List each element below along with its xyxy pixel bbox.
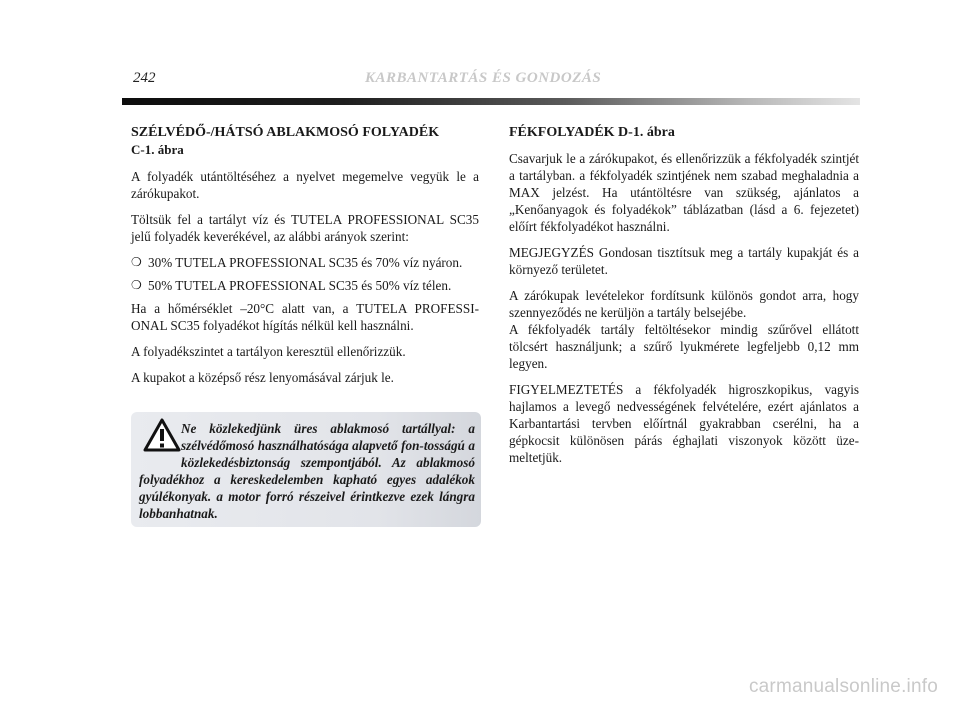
paragraph: MEGJEGYZÉS Gondosan tisztítsuk meg a tartály kupakját és a környező területet. xyxy=(509,245,859,277)
bullet-circle-icon: ❍ xyxy=(131,255,142,269)
running-title: KARBANTARTÁS ÉS GONDOZÁS xyxy=(365,70,602,86)
right-column xyxy=(509,124,859,475)
section-heading-brake-fluid: FÉKFOLYADÉK D-1. ábra xyxy=(509,125,675,140)
paragraph: FIGYELMEZTETÉS a fékfolyadék higroszkopikus, vagyis hajlamos a levegő nedvességének felvételére, ezért ajánlatos a Karbantartási tervben előírtnál gyakrabban cserélni, ha a gépkocsit különösen párás éghajlati viszonyok között üze-meltetjük. xyxy=(509,382,859,465)
list-item xyxy=(131,254,479,271)
paragraph: A zárókupak levételekor fordítsunk különös gondot arra, hogy szennyeződés ne kerüljön a tartály belsejébe. xyxy=(509,288,859,320)
figure-reference: C-1. ábra xyxy=(131,142,184,157)
paragraph: A folyadékszintet a tartályon keresztül ellenőrizzük. xyxy=(131,344,406,359)
heading-line: SZÉLVÉDŐ-/HÁTSÓ ABLAKMOSÓ FOLYADÉK xyxy=(131,125,440,140)
paragraph: Csavarjuk le a zárókupakot, és ellenőrizzük a fékfolyadék szintjét a tartályban. a fékfolyadék szintjének nem szabad meghaladnia a MAX jelzést. Ha utántöltésre van szükség, ajánlatos a „Kenőanyagok és folyadékok” táblázatban (lásd a 6. fejezetet) előírt fékfolyadékot használni. xyxy=(509,151,859,234)
paragraph: Ha a hőmérséklet –20°C alatt van, a TUTELA PROFESSI-ONAL SC35 folyadékot hígítás nélkül kell használni. xyxy=(131,301,479,333)
list-item-text: 50% TUTELA PROFESSIONAL SC35 és 50% víz télen. xyxy=(148,278,452,293)
warning-box xyxy=(131,412,481,527)
watermark: carmanualsonline.info xyxy=(748,676,938,697)
warning-icon-spacer xyxy=(139,420,181,468)
section-heading-washer-fluid xyxy=(131,124,479,159)
paragraph: A fékfolyadék tartály feltöltésekor mindig szűrővel ellátott tölcsért használjunk; a szűrő lyukmérete legfeljebb 0,12 mm legyen. xyxy=(509,322,859,371)
header-rule xyxy=(122,98,860,105)
warning-text: Ne közlekedjünk üres ablakmosó tartállyal: a szélvédőmosó használhatósága alapvető fon-tosságú a közlekedésbiztonság szempontjából. Az ablakmosó folyadékhoz a kereskedelemben kapható egyes adalékok gyúlékonyak. a motor forró részeivel érintkezve ezek lángra lobbanhatnak. xyxy=(139,421,475,521)
list-item xyxy=(131,277,479,294)
paragraph: A kupakot a középső rész lenyomásával zárjuk le. xyxy=(131,370,394,385)
list-item-text: 30% TUTELA PROFESSIONAL SC35 és 70% víz nyáron. xyxy=(148,255,463,270)
left-column xyxy=(131,124,479,395)
bullet-circle-icon: ❍ xyxy=(131,278,142,292)
paragraph: Töltsük fel a tartályt víz és TUTELA PROFESSIONAL SC35 jelű folyadék keverékével, az alábbi arányok szerint: xyxy=(131,212,479,244)
paragraph: A folyadék utántöltéséhez a nyelvet megemelve vegyük le a zárókupakot. xyxy=(131,169,479,201)
page-number: 242 xyxy=(133,70,156,86)
